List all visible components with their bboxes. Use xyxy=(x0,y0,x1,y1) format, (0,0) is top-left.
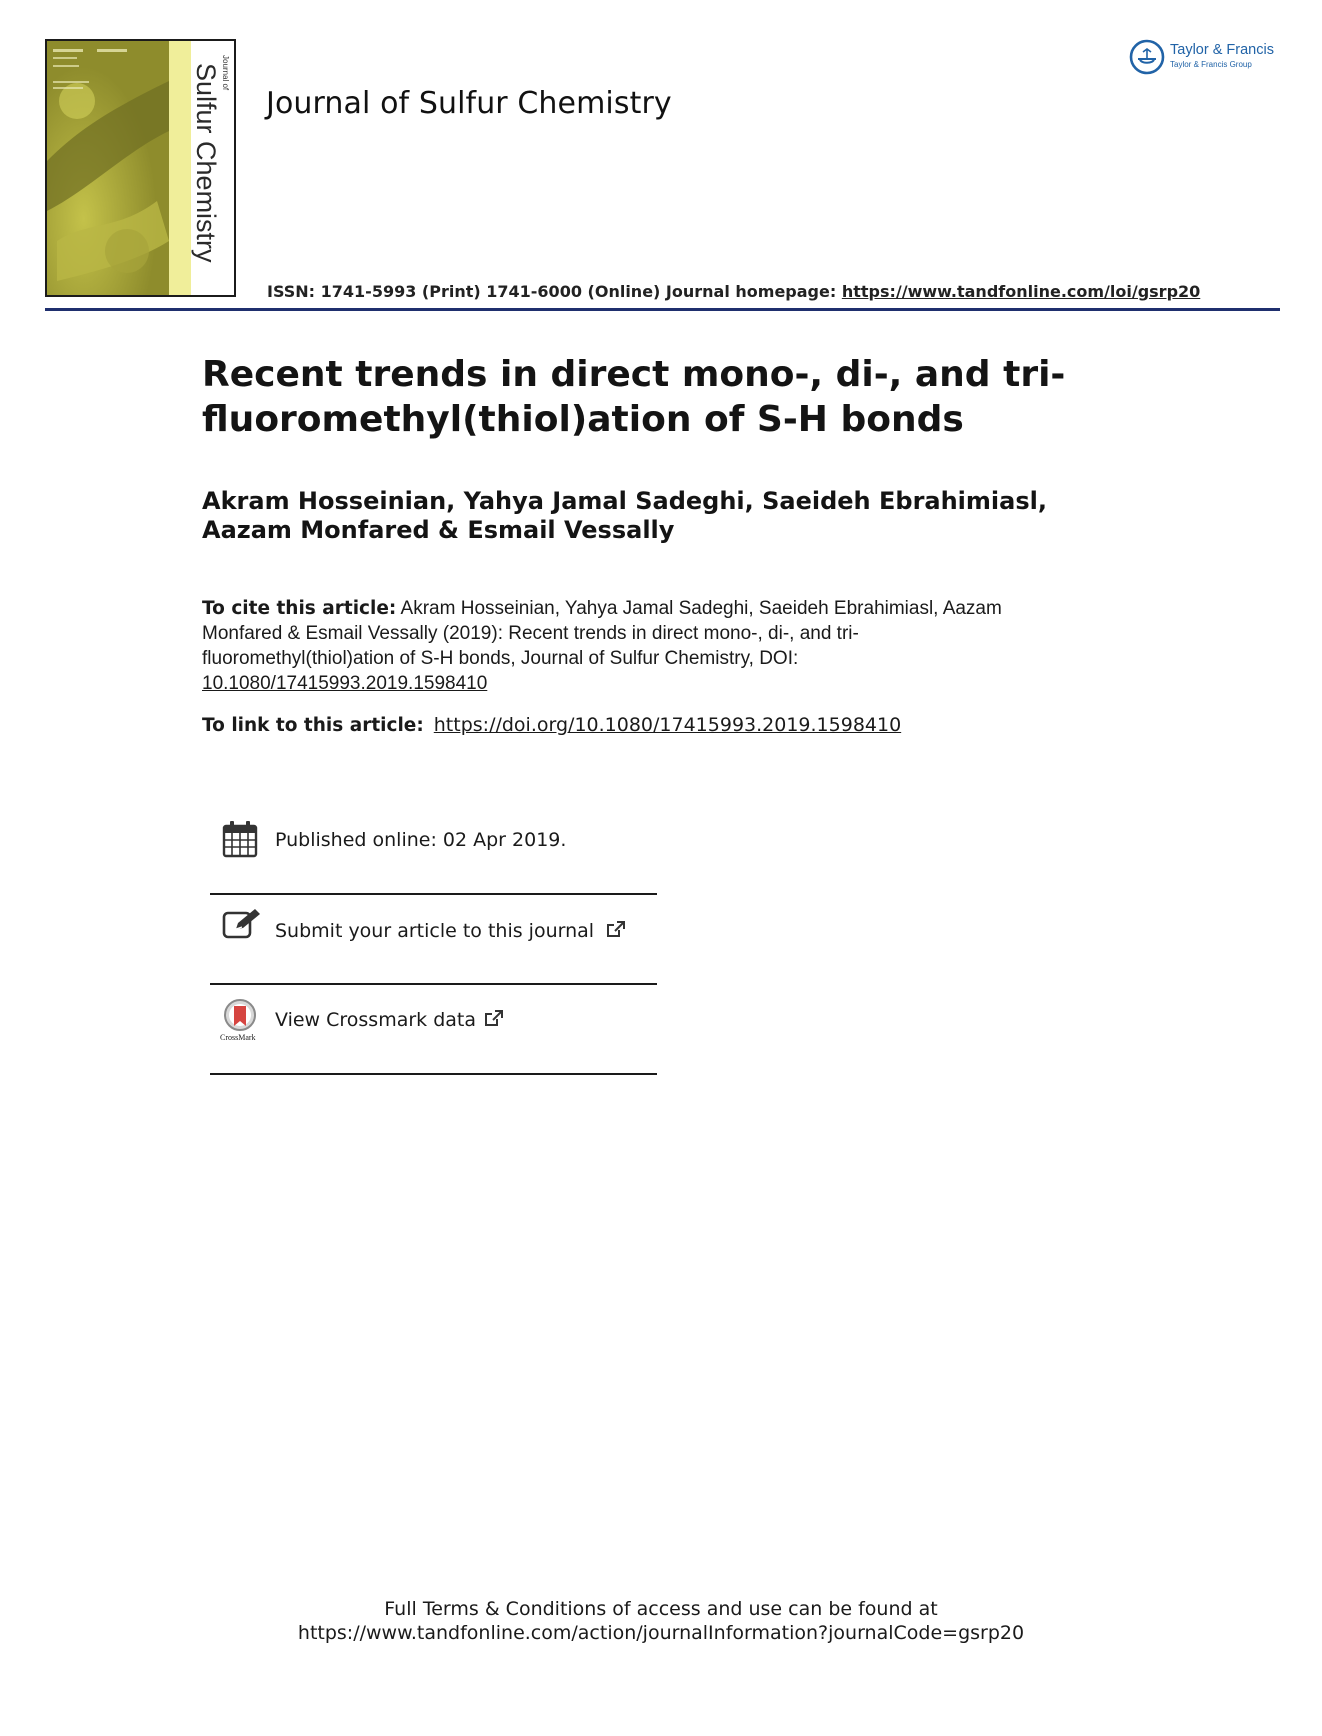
issn-line xyxy=(267,282,1200,301)
crossmark-text: View Crossmark data xyxy=(275,1009,477,1031)
cite-doi-link[interactable]: 10.1080/17415993.2019.1598410 xyxy=(202,673,488,694)
external-link-icon xyxy=(606,920,626,938)
terms-footer-line1: Full Terms & Conditions of access and use can be found at xyxy=(384,1598,938,1620)
journal-title: Journal of Sulfur Chemistry xyxy=(266,86,672,121)
crossmark-row[interactable] xyxy=(210,985,657,1075)
crossmark-icon xyxy=(220,998,262,1034)
terms-footer-url[interactable]: https://www.tandfonline.com/action/journalInformation?journalCode=gsrp20 xyxy=(297,1622,1025,1644)
publisher-logo[interactable] xyxy=(1128,38,1288,78)
publisher-name: Taylor & Francis xyxy=(1170,42,1274,58)
calendar-icon xyxy=(222,820,258,858)
submit-article-row[interactable] xyxy=(210,895,657,985)
issn-text: ISSN: 1741-5993 (Print) 1741-6000 (Online) Journal homepage: xyxy=(267,282,842,301)
journal-homepage-link[interactable]: https://www.tandfonline.com/loi/gsrp20 xyxy=(841,282,1201,301)
crossmark-caption: CrossMark xyxy=(220,1033,256,1042)
cite-label: To cite this article: xyxy=(202,598,397,619)
external-link-icon xyxy=(484,1009,504,1027)
crossmark-logo xyxy=(220,998,262,1046)
terms-footer xyxy=(0,1597,1322,1645)
submit-article-label[interactable] xyxy=(275,920,626,942)
published-online-row xyxy=(210,800,657,890)
publisher-group: Taylor & Francis Group xyxy=(1170,60,1252,69)
published-online-text: Published online: 02 Apr 2019. xyxy=(275,829,567,851)
article-doi-url[interactable]: https://doi.org/10.1080/17415993.2019.1598410 xyxy=(433,714,902,736)
article-title: Recent trends in direct mono-, di-, and tri-fluoromethyl(thiol)ation of S-H bonds xyxy=(202,354,1066,440)
info-divider-3 xyxy=(210,1073,657,1075)
edit-pencil-icon xyxy=(222,907,262,941)
journal-cover-image xyxy=(45,39,236,297)
cover-spine-title: Sulfur Chemistry xyxy=(191,63,221,263)
article-authors: Akram Hosseinian, Yahya Jamal Sadeghi, Saeideh Ebrahimiasl, Aazam Monfared & Esmail Vessally xyxy=(202,487,1047,544)
citation-block xyxy=(202,596,1022,696)
taylor-francis-emblem-icon xyxy=(1128,38,1166,76)
header-divider xyxy=(45,308,1280,311)
link-label: To link to this article: xyxy=(202,715,424,736)
article-link-line xyxy=(202,714,901,736)
crossmark-label[interactable] xyxy=(275,1009,504,1031)
submit-article-text: Submit your article to this journal xyxy=(275,920,595,942)
cite-text: Akram Hosseinian, Yahya Jamal Sadeghi, Saeideh Ebrahimiasl, Aazam Monfared & Esmail Vessally (2019): Recent trends in direct mono-, di-, and tri-fluoromethyl(thiol)ation of S-H bonds, Journal of Sulfur Chemistry, DOI: xyxy=(202,598,1002,669)
cover-spine-small: Journal of xyxy=(221,55,230,91)
